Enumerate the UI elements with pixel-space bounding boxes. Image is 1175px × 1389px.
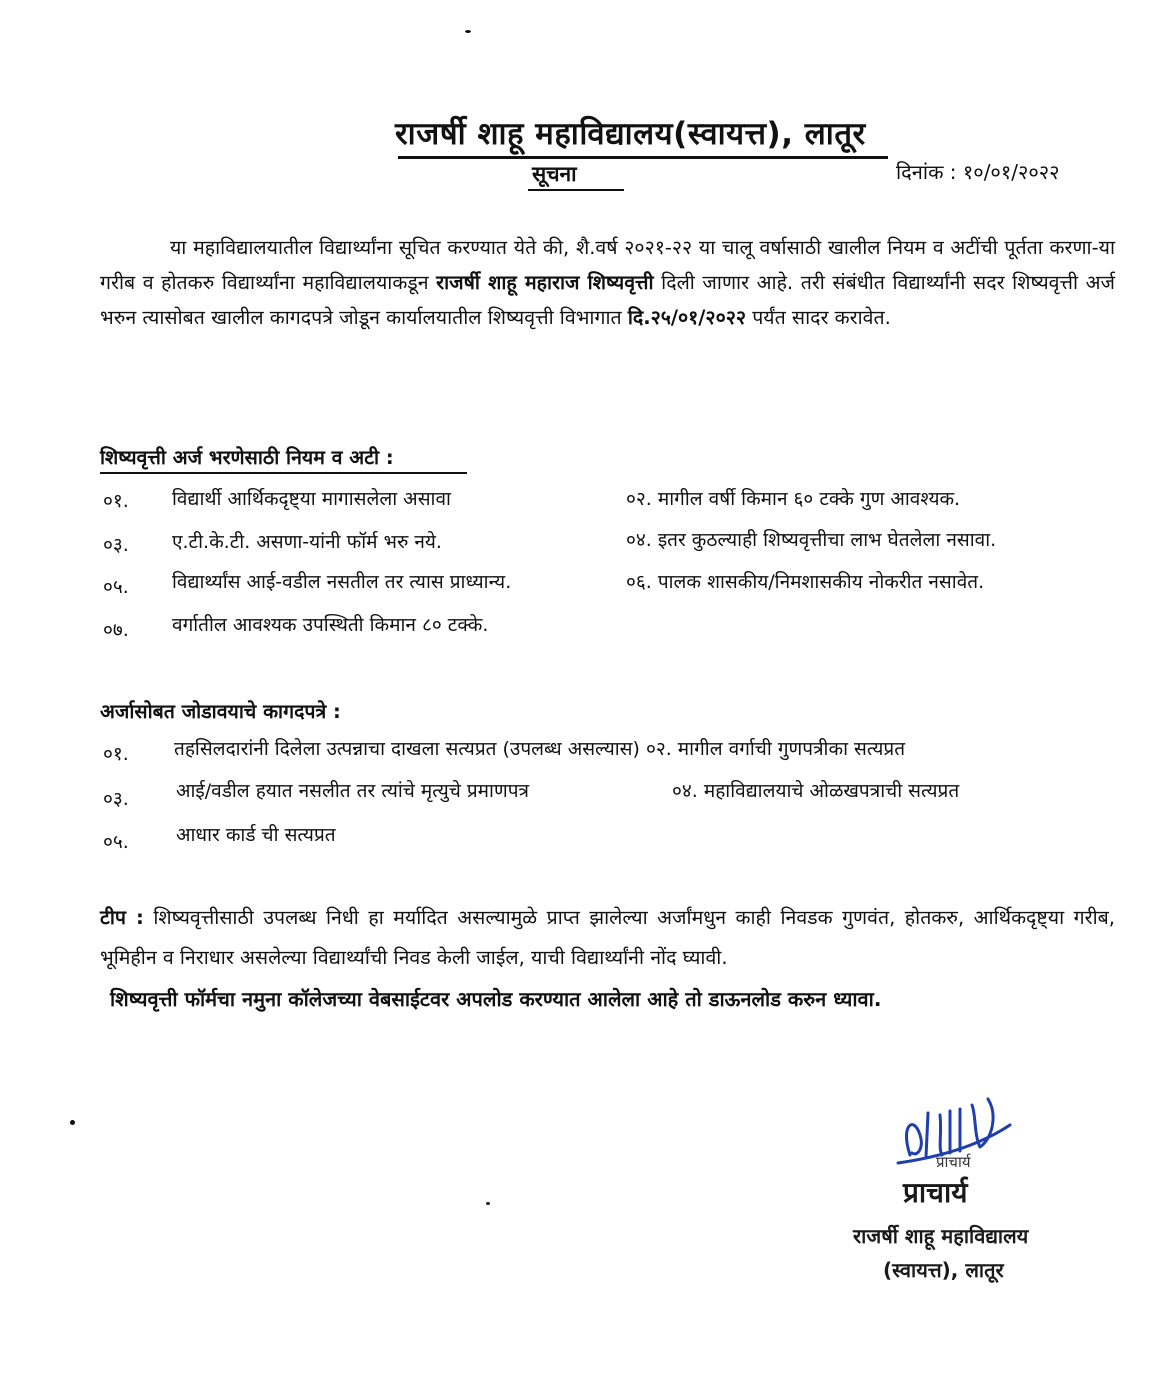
documents-heading: अर्जासोबत जोडावयाचे कागदपत्रे : [100,700,341,723]
rule-number: ०७. [103,619,129,641]
stamp-college-name: राजर्षी शाहू महाविद्यालय [853,1224,1029,1248]
notice-date: दिनांक : १०/०१/२०२२ [896,160,1060,184]
intro-text-3: पर्यंत सादर करावेत. [746,306,891,329]
document-item: आधार कार्ड ची सत्यप्रत [176,824,336,846]
rule-item: वर्गातील आवश्यक उपस्थिती किमान ८० टक्के. [172,614,489,636]
document-item: ०४. महाविद्यालयाचे ओळखपत्राची सत्यप्रत [672,780,960,802]
rule-item: ०४. इतर कुठल्याही शिष्यवृत्तीचा लाभ घेतलेला नसावा. [626,529,997,551]
document-item: आई/वडील हयात नसलीत तर त्यांचे मृत्युचे प्रमाणपत्र [176,780,529,802]
rule-item: विद्यार्थी आर्थिकदृष्ट्या मागासलेला असावा [172,488,451,510]
rules-heading-underline [100,472,467,474]
document-item: तहसिलदारांनी दिलेला उत्पन्नाचा दाखला सत्यप्रत (उपलब्ध असल्यास) ०२. मागील वर्गाची गुणपत्रीका सत्यप्रत [174,738,906,760]
note-text: शिष्यवृत्तीसाठी उपलब्ध निधी हा मर्यादित असल्यामुळे प्राप्त झालेल्या अर्जांमधुन काही निवडक गुणवंत, होतकरु, आर्थिकदृष्ट्या गरीब, भूमिहीन व निराधार असलेल्या विद्यार्थ्यांची निवड केली जाईल, याची विद्यार्थ्यांनी नोंद घ्यावी. [100,906,1115,969]
principal-small-label: प्राचार्य [936,1153,971,1171]
rules-heading: शिष्यवृत्ती अर्ज भरणेसाठी नियम व अटी : [100,446,394,469]
rule-item: ०२. मागील वर्षी किमान ६० टक्के गुण आवश्यक. [626,488,961,510]
document-number: ०१. [103,743,129,765]
scan-speck [486,1202,490,1205]
note-paragraph [100,898,1115,978]
scholarship-name: राजर्षी शाहू महाराज शिष्यवृत्ती [436,271,654,294]
rule-item: ए.टी.के.टी. असणा-यांनी फॉर्म भरु नये. [172,531,442,553]
rule-number: ०५. [103,576,129,598]
download-instruction: शिष्यवृत्ती फॉर्मचा नमुना कॉलेजच्या वेबसाईटवर अपलोड करण्यात आलेला आहे तो डाऊनलोड करुन ध्यावा. [110,987,882,1011]
rule-number: ०३. [103,534,129,556]
rule-item: विद्यार्थ्यांस आई-वडील नसतील तर त्यास प्राध्यान्य. [172,571,512,593]
principal-title: प्राचार्य [903,1176,968,1209]
scan-speck [465,30,471,33]
notice-heading: सूचना [532,162,577,186]
title-underline [398,156,888,159]
intro-text-1: या महाविद्यालयातील विद्यार्थ्यांना सूचित करण्यात येते की, शै.वर्ष २०२१-२२ या चालू वर्षासाठी खालील नियम व अटींची पूर्तता करणा-या गरीब व होतकरु विद्यार्थ्यांना महाविद्यालयाकडून [100,236,1115,294]
scan-speck [70,1120,75,1125]
document-number: ०३. [103,788,129,810]
intro-paragraph [100,230,1115,335]
document-title: राजर्षी शाहू महाविद्यालय(स्वायत्त), लातूर [395,116,866,152]
rule-number: ०१. [103,490,129,512]
document-number: ०५. [103,831,129,853]
stamp-college-city: (स्वायत्त), लातूर [883,1258,1004,1282]
notice-underline [528,189,624,191]
intro-text-2: दिली जाणार आहे. तरी संबंधीत विद्यार्थ्यांनी सदर शिष्यवृत्ती अर्ज भरुन त्यासोबत खालील कागदपत्रे जोडून कार्यालयातील शिष्यवृत्ती विभागात [100,271,1115,329]
rule-item: ०६. पालक शासकीय/निमशासकीय नोकरीत नसावेत. [626,571,985,593]
note-label: टीप : [100,906,144,929]
deadline-date: दि.२५/०१/२०२२ [627,306,746,329]
